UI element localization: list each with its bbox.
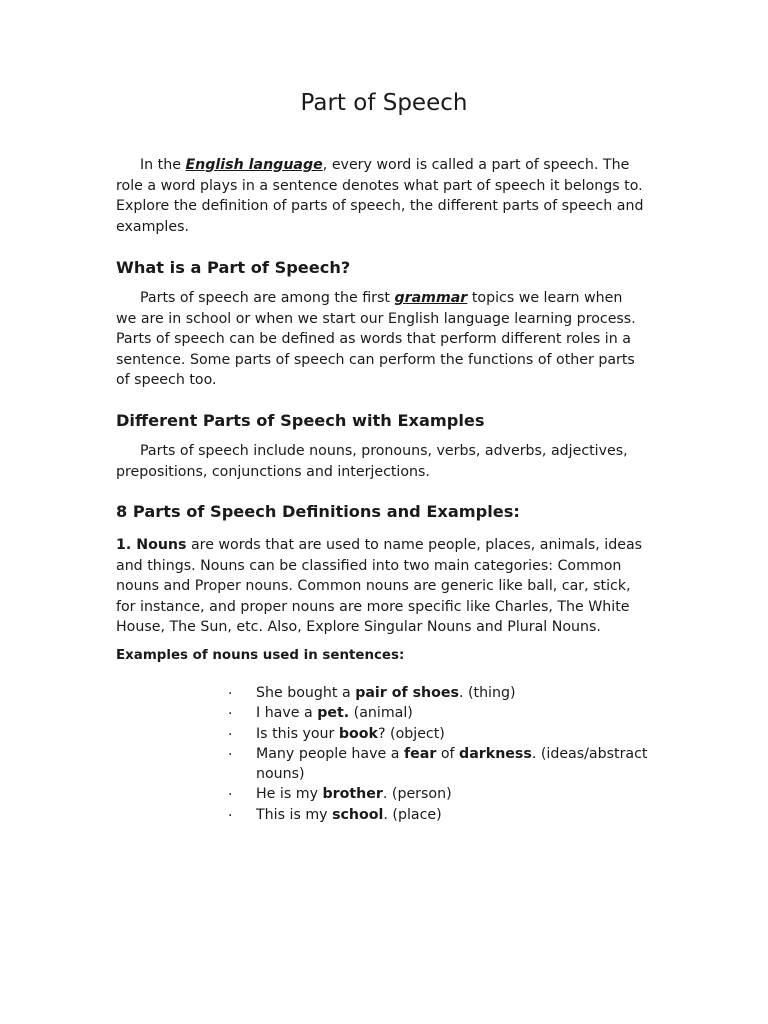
examples-heading-block [116, 646, 646, 666]
bullet-icon: . [228, 803, 233, 820]
section-different-parts-paragraph: Parts of speech include nouns, pronouns, verbs, adverbs, adjectives, prepositions, conjunctions and interjections. [116, 443, 628, 480]
grammar-link[interactable]: grammar [394, 290, 468, 306]
examples-heading: Examples of nouns used in sentences: [116, 648, 405, 663]
list-item: . I have a pet. (animal) [228, 702, 413, 722]
section-heading: What is a Part of Speech? [116, 258, 351, 277]
page-title: Part of Speech [300, 90, 468, 116]
bullet-icon: . [228, 722, 233, 739]
examples-list [228, 683, 658, 825]
section-definitions [116, 501, 646, 523]
intro-paragraph: In the English language, every word is called a part of speech. The role a word plays in a sentence denotes what part of speech it belongs to. Explore the definition of parts of speech, the different parts of speech and examples. [116, 157, 644, 235]
section-heading: Different Parts of Speech with Examples [116, 411, 485, 430]
list-item: . She bought a pair of shoes. (thing) [228, 682, 516, 701]
list-item: . Many people have a fear of darkness. (ideas/abstract nouns) [228, 742, 648, 783]
section-heading: 8 Parts of Speech Definitions and Examples: [116, 502, 520, 521]
bullet-icon: . [228, 742, 233, 759]
section-what-is [116, 257, 646, 279]
section-what-is-paragraph: Parts of speech are among the first grammar topics we learn when we are in school or when we start our English language learning process. Parts of speech can be defined as words that perform different roles in a sentence. Some parts of speech can perform the functions of other parts of speech too. [116, 290, 636, 389]
list-item: . Is this your book? (object) [228, 722, 445, 742]
list-item: . This is my school. (place) [228, 803, 442, 823]
nouns-label: 1. Nouns [116, 537, 187, 553]
bullet-icon: . [228, 682, 233, 698]
list-item: . He is my brother. (person) [228, 783, 452, 803]
nouns-paragraph: 1. Nouns are words that are used to name people, places, animals, ideas and things. Nouns can be classified into two main categories: Common nouns and Proper nouns. Common nouns are generic like ball, car, stick, for instance, and proper nouns are more specific like Charles, The White House, The Sun, etc. Also, Explore Singular Nouns and Plural Nouns. [116, 537, 643, 636]
section-different-parts [116, 410, 646, 432]
bullet-icon: . [228, 702, 233, 719]
bullet-icon: . [228, 783, 233, 800]
english-language-link[interactable]: English language [185, 157, 323, 173]
